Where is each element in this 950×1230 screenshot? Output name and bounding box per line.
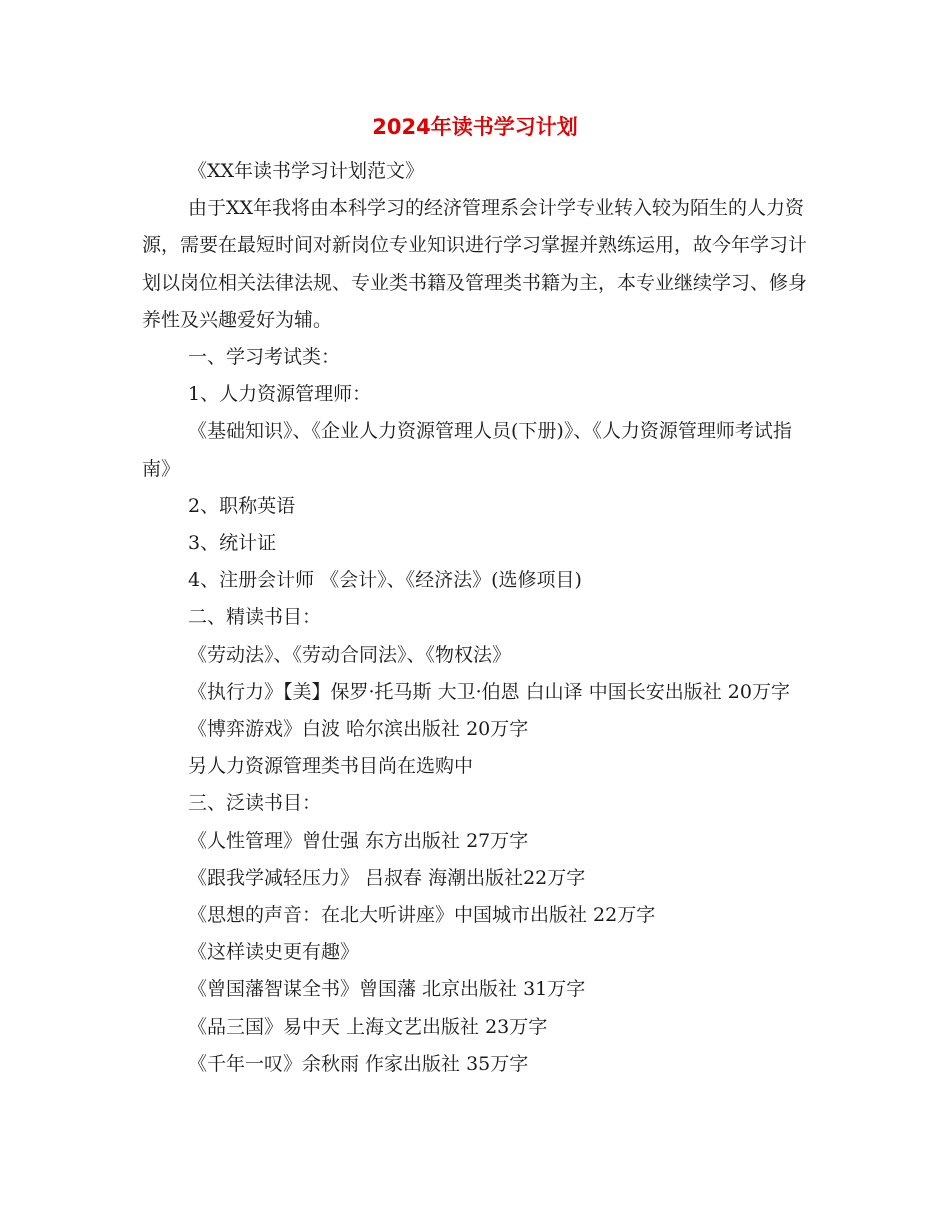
list-item: 4、注册会计师 《会计》、《经济法》(选修项目)	[188, 569, 582, 592]
list-item: 《基础知识》、《企业人力资源管理人员(下册)》、《人力资源管理师考试指南》	[142, 420, 792, 480]
list-item: 《品三国》易中天 上海文艺出版社 23万字	[188, 1015, 548, 1038]
list-item: 《人性管理》曾仕强 东方出版社 27万字	[188, 829, 529, 852]
list-item: 《思想的声音：在北大听讲座》中国城市出版社 22万字	[188, 904, 656, 927]
document-body	[142, 153, 810, 1083]
list-item: 《这样读史更有趣》	[188, 941, 360, 964]
section-heading-intensive: 二、精读书目：	[188, 606, 322, 629]
document-title: 2024年读书学习计划	[372, 115, 578, 139]
list-item: 《劳动法》、《劳动合同法》、《物权法》	[188, 643, 512, 666]
section-heading-exams: 一、学习考试类：	[188, 346, 341, 369]
section-heading-extensive: 三、泛读书目：	[188, 792, 322, 815]
paragraph-intro: 由于XX年我将由本科学习的经济管理系会计学专业转入较为陌生的人力资源，需要在最短时间对新岗位专业知识进行学习掌握并熟练运用，故今年学习计划以岗位相关法律法规、专业类书籍及管理类书籍为主，本专业继续学习、修身养性及兴趣爱好为辅。	[142, 197, 808, 331]
list-item: 2、职称英语	[188, 494, 296, 517]
list-item: 《曾国藩智谋全书》曾国藩 北京出版社 31万字	[188, 978, 586, 1001]
list-item: 另人力资源管理类书目尚在选购中	[188, 755, 474, 778]
list-item: 3、统计证	[188, 532, 277, 555]
list-item: 《博弈游戏》白波 哈尔滨出版社 20万字	[188, 718, 529, 741]
paragraph-subtitle: 《XX年读书学习计划范文》	[188, 160, 425, 182]
list-item: 《千年一叹》余秋雨 作家出版社 35万字	[188, 1052, 529, 1075]
list-item: 《执行力》【美】保罗·托马斯 大卫·伯恩 白山译 中国长安出版社 20万字	[188, 680, 790, 703]
list-item: 《跟我学减轻压力》 吕叔春 海潮出版社22万字	[188, 866, 586, 889]
list-item: 1、人力资源管理师：	[188, 383, 372, 406]
